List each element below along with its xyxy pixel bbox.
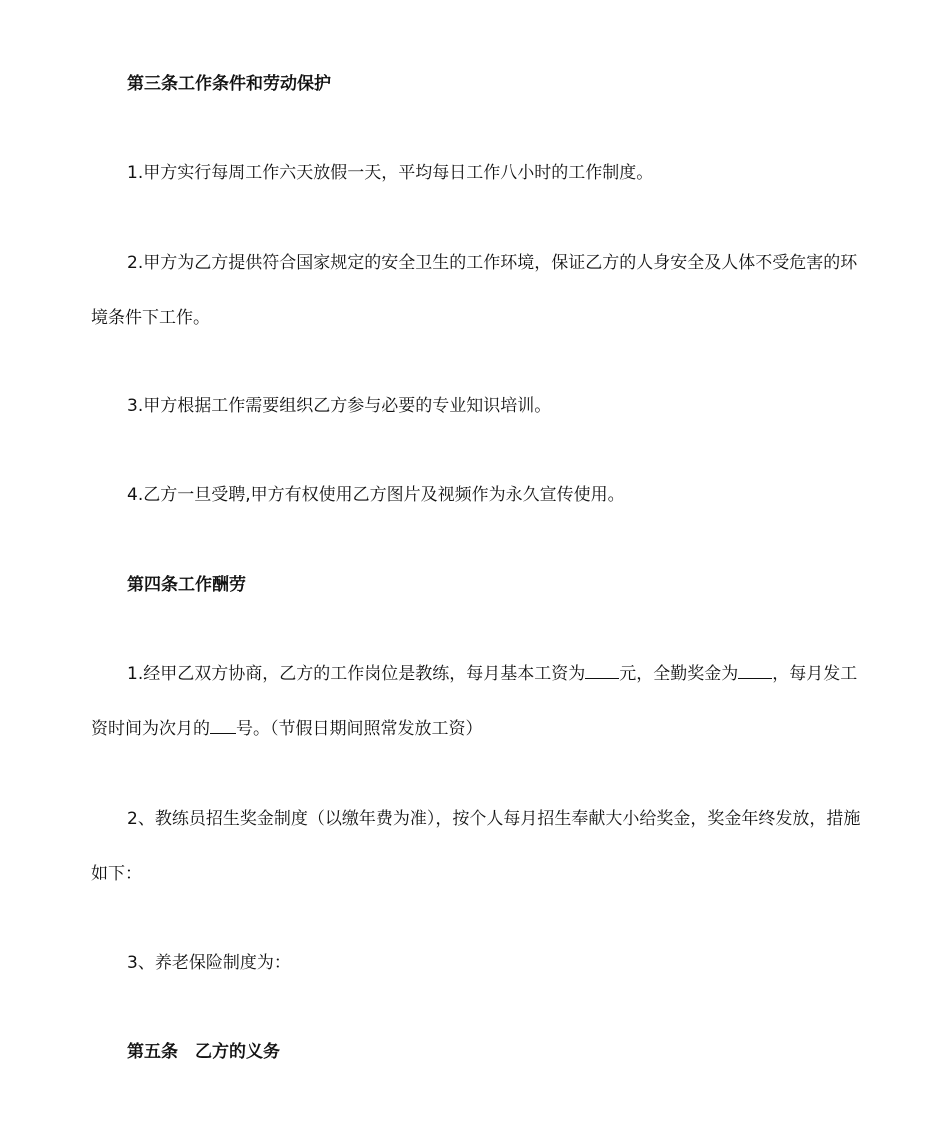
paragraph-3-2: 2.甲方为乙方提供符合国家规定的安全卫生的工作环境，保证乙方的人身安全及人体不受危害的环境条件下工作。 (91, 253, 858, 328)
section-heading-3: 第三条工作条件和劳动保护 (127, 74, 331, 94)
paragraph-4-1-part4: 号。（节假日期间照常发放工资） (236, 719, 483, 739)
section-heading-4: 第四条工作酬劳 (127, 575, 246, 595)
paragraph-4-1-part1: 1.经甲乙双方协商，乙方的工作岗位是教练，每月基本工资为 (127, 664, 586, 684)
paragraph-3-1: 1.甲方实行每周工作六天放假一天，平均每日工作八小时的工作制度。 (127, 163, 654, 183)
paragraph-4-3: 3、养老保险制度为： (127, 953, 291, 973)
paragraph-4-2: 2、教练员招生奖金制度（以缴年费为准），按个人每月招生奉献大小给奖金，奖金年终发放，措施如下： (91, 809, 861, 884)
attendance-bonus-blank (738, 662, 772, 679)
paragraph-4-1-part2: 元，全勤奖金为 (619, 664, 739, 684)
paragraph-4-1 (91, 647, 863, 757)
payday-blank (210, 717, 236, 734)
section-heading-5: 第五条 乙方的义务 (127, 1042, 280, 1062)
paragraph-3-4: 4.乙方一旦受聘,甲方有权使用乙方图片及视频作为永久宣传使用。 (127, 485, 625, 505)
paragraph-4-1-part3: ，每月发工资时间为次月的 (91, 664, 858, 739)
paragraph-3-3: 3.甲方根据工作需要组织乙方参与必要的专业知识培训。 (127, 396, 552, 416)
base-salary-blank (585, 662, 619, 679)
